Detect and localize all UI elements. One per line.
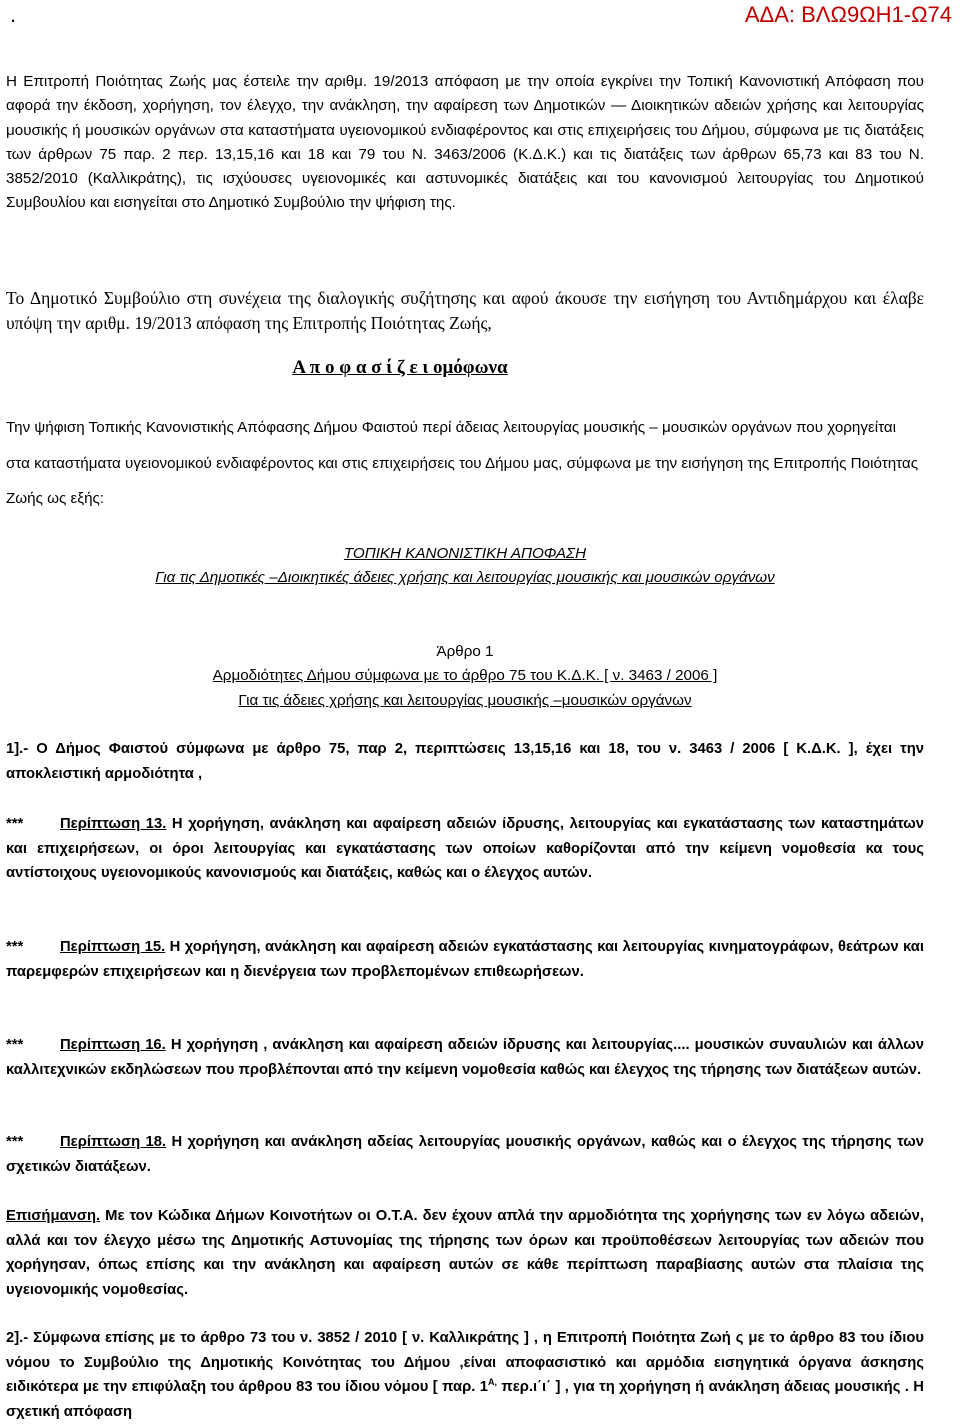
case-stars: *** xyxy=(6,1037,24,1053)
case-18 xyxy=(6,1130,924,1179)
article-heading xyxy=(6,640,924,713)
vote-paragraph: Την ψήφιση Τοπικής Κανονιστικής Απόφασης Δήμου Φαιστού περί άδειας λειτουργίας μουσικής – μουσικών οργάνων που χορηγείται στα καταστήματα υγειονομικού ενδιαφέροντος και στις επιχειρήσεις του Δήμου μας, σύμφωνα με την εισήγηση της Επιτροπής Ποιότητας Ζωής ως εξής: xyxy=(6,419,919,507)
case-text: Η χορήγηση και ανάκληση αδείας λειτουργίας μουσικής οργάνων, καθώς και ο έλεγχος της τήρησης των σχετικών διατάξεων. xyxy=(6,1134,924,1175)
para2-text-b: περ.ι΄ι΄ ] , για τη χορήγηση ή ανάκληση άδειας μουσικής . Η σχετική απόφαση xyxy=(6,1379,924,1420)
paragraph-2 xyxy=(6,1326,924,1424)
case-13 xyxy=(6,812,924,886)
case-text: Η χορήγηση, ανάκληση και αφαίρεση αδειών εγκατάστασης και λειτουργίας κινηματογράφων, θεάτρων και παρεμφερών επιχειρήσεων και η διενέργεια των προβλεπομένων επιθεωρήσεων. xyxy=(6,939,924,980)
case-text: Η χορήγηση, ανάκληση και αφαίρεση αδειών ίδρυσης, λειτουργίας και εγκατάστασης των καταστημάτων και επιχειρήσεων, οι όροι λειτουργίας και εγκατάστασης των οποίων καθορίζονται από την κείμενη νομοθεσία κα τους αντίστοιχους υγειονομικούς κανονισμούς και διατάξεις, καθώς και ο έλεγχος αυτών. xyxy=(6,816,924,881)
case-stars: *** xyxy=(6,939,24,955)
case-label: Περίπτωση 15. xyxy=(60,939,166,955)
ada-code: ΑΔΑ: ΒΛΩ9ΩΗ1-Ω74 xyxy=(744,2,952,27)
regulation-subtitle: Για τις Δημοτικές –Διοικητικές άδειες χρήσης και λειτουργίας μουσικής και μουσικών οργάνων xyxy=(155,569,775,587)
header-dot: . xyxy=(10,2,17,27)
para2-text-a: 2].- Σύμφωνα επίσης με το άρθρο 73 του ν. 3852 / 2010 [ ν. Καλλικράτης ] , η Επιτροπή Ποιότητα Ζωή ς με το άρθρο 83 του ίδιου νόμου το Συμβούλιο της Δημοτικής Κοινότητας του Δήμου ,είναι αποφασιστικό και αρμόδια εισηγητικά όργανα άσκησης ειδικότερα με την επιφύλαξη του άρθρου 83 του ίδιου νόμου [ παρ. 1 xyxy=(6,1330,924,1395)
case-label: Περίπτωση 18. xyxy=(60,1134,167,1150)
note-paragraph xyxy=(6,1204,924,1302)
case-text: Η χορήγηση , ανάκληση και αφαίρεση αδειών ίδρυσης και λειτουργίας.... μουσικών συναυλιών και άλλων καλλιτεχνικών εκδηλώσεων που προβλέπονται από την κείμενη νομοθεσία καθώς και έλεγχος της τήρησης των διατάξεων αυτών. xyxy=(6,1037,924,1078)
note-label: Επισήμανση. xyxy=(6,1208,101,1224)
case-16 xyxy=(6,1033,924,1082)
regulation-heading xyxy=(6,542,924,591)
article-line-2: Για τις άδειες χρήσης και λειτουργίας μουσικής –μουσικών οργάνων xyxy=(238,691,692,709)
regulation-title: ΤΟΠΙΚΗ ΚΑΝΟΝΙΣΤΙΚΗ ΑΠΟΦΑΣΗ xyxy=(343,545,587,562)
para2-sup: Α, xyxy=(488,1377,497,1387)
case-label: Περίπτωση 16. xyxy=(60,1037,166,1053)
case-stars: *** xyxy=(6,1134,24,1150)
case-label: Περίπτωση 13. xyxy=(60,816,167,832)
intro-paragraph: Η Επιτροπή Ποιότητας Ζωής μας έστειλε την αριθμ. 19/2013 απόφαση με την οποία εγκρίνει την Τοπική Κανονιστική Απόφαση που αφορά την έκδοση, χορήγηση, τον έλεγχο, την ανάκληση, την αφαίρεση των Δημοτικών — Διοικητικών αδειών χρήσης και λειτουργίας μουσικής ή μουσικών οργάνων στα καταστήματα υγειονομικού ενδιαφέροντος και στις επιχειρήσεις του Δήμου, σύμφωνα με τις διατάξεις των άρθρων 75 παρ. 2 περ. 13,15,16 και 18 και 79 του Ν. 3463/2006 (Κ.Δ.Κ.) και τις διατάξεις των άρθρων 65,73 και 83 του Ν. 3852/2010 (Καλλικράτης), τις ισχύουσες υγειονομικές και αστυνομικές διατάξεις και του κανονισμού λειτουργίας του Δημοτικού Συμβουλίου και εισηγείται στο Δημοτικό Συμβούλιο την ψήφιση της. xyxy=(6,73,924,212)
decision-heading: Α π ο φ α σ ί ζ ε ι ομόφωνα xyxy=(292,357,508,378)
paragraph-1: 1].- Ο Δήμος Φαιστού σύμφωνα με άρθρο 75, παρ 2, περιπτώσεις 13,15,16 και 18, του ν. 3463 / 2006 [ Κ.Δ.Κ. ], έχει την αποκλειστική αρμοδιότητα , xyxy=(6,741,924,782)
article-title: Άρθρο 1 xyxy=(436,643,494,660)
council-paragraph: Το Δημοτικό Συμβούλιο στη συνέχεια της διαλογικής συζήτησης και αφού άκουσε την εισήγηση του Αντιδημάρχου και έλαβε υπόψη την αριθμ. 19/2013 απόφαση της Επιτροπής Ποιότητας Ζωής, xyxy=(6,288,924,333)
case-15 xyxy=(6,935,924,984)
case-stars: *** xyxy=(6,816,24,832)
note-text: Με τον Κώδικα Δήμων Κοινοτήτων οι Ο.Τ.Α. δεν έχουν απλά την αρμοδιότητα της χορήγησης των εν λόγω αδειών, αλλά και τον έλεγχο μέσω της Δημοτικής Αστυνομίας της τήρησης των όρων και προϋποθέσεων λειτουργίας των αδειών που χορήγησαν, όπως επίσης και την ανάκληση και αφαίρεση αυτών σε κάθε περίπτωση παραβίασης αυτών στα πλαίσια της υγειονομικής νομοθεσίας. xyxy=(6,1208,924,1298)
article-line-1: Αρμοδιότητες Δήμου σύμφωνα με το άρθρο 75 του Κ.Δ.Κ. [ ν. 3463 / 2006 ] xyxy=(212,667,718,685)
